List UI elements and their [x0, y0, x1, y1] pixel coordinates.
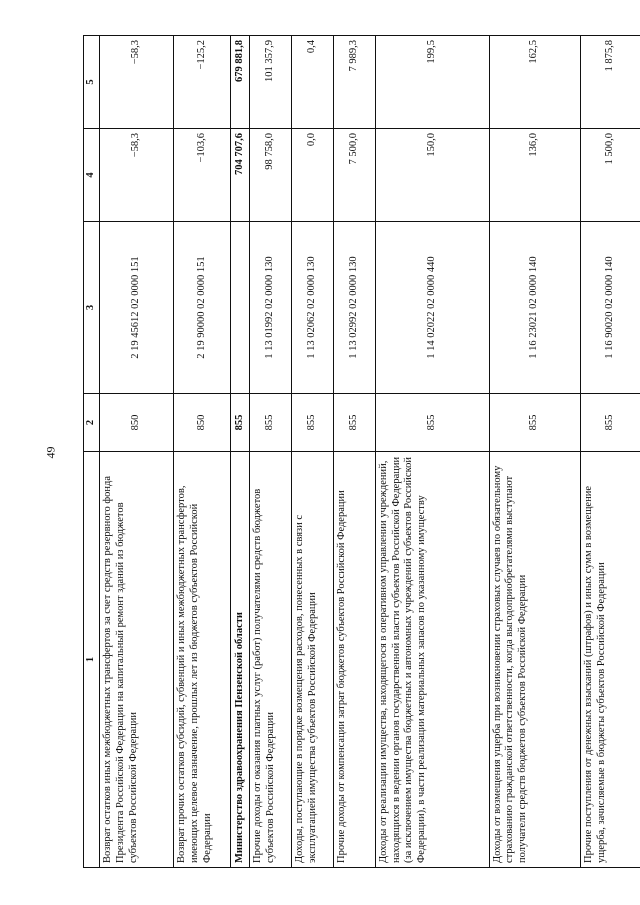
row-admin-code: 855	[580, 394, 640, 452]
row-budget-code: 2 19 45612 02 0000 151	[100, 222, 174, 394]
header-col-4: 4	[84, 129, 100, 222]
table-row-ministry	[231, 36, 250, 868]
row-budget-code: 1 13 02062 02 0000 130	[291, 222, 333, 394]
row-budget-code: 1 16 90020 02 0000 140	[580, 222, 640, 394]
header-col-1: 1	[84, 452, 100, 868]
page-number	[38, 0, 64, 905]
row-name: Возврат остатков иных межбюджетных трансфертов за счет средств резервного фонда Президента Российской Федерации на капитальный ремонт зданий из бюджетов субъектов Российской Федерации	[100, 452, 174, 868]
header-col-2: 2	[84, 394, 100, 452]
table-row	[489, 36, 580, 868]
row-budget-code: 1 16 23021 02 0000 140	[489, 222, 580, 394]
table-row	[333, 36, 375, 868]
table-row	[174, 36, 231, 868]
row-name: Доходы от реализации имущества, находящегося в оперативном управлении учреждений, находящихся в ведении органов государственной власти субъектов Российской Федерации (за исключением имущества бюджетных и автономных учреждений субъектов Российской Федерации), в части реализации материальных запасов по указанному имуществу	[375, 452, 489, 868]
header-col-3: 3	[84, 222, 100, 394]
rotated-table-wrapper	[83, 36, 640, 868]
row-value-5: 7 989,3	[333, 36, 375, 129]
row-value-5: 162,5	[489, 36, 580, 129]
row-name: Доходы от возмещения ущерба при возникновении страховых случаев по обязательному страхованию гражданской ответственности, когда выгодоприобретателями выступают получатели средств бюджетов субъектов Российской Федерации	[489, 452, 580, 868]
row-admin-code: 855	[291, 394, 333, 452]
row-name: Прочие поступления от денежных взысканий (штрафов) и иных сумм в возмещение ущерба, зачисляемые в бюджеты субъектов Российской Федерации	[580, 452, 640, 868]
row-name: Доходы, поступающие в порядке возмещения расходов, понесенных в связи с эксплуатацией имущества субъектов Российской Федерации	[291, 452, 333, 868]
table-row	[580, 36, 640, 868]
table-row	[291, 36, 333, 868]
row-admin-code: 850	[174, 394, 231, 452]
header-col-5: 5	[84, 36, 100, 129]
row-admin-code: 855	[333, 394, 375, 452]
row-value-4: 1 500,0	[580, 129, 640, 222]
row-budget-code: 1 13 01992 02 0000 130	[250, 222, 292, 394]
row-name: Прочие доходы от компенсации затрат бюджетов субъектов Российской Федерации	[333, 452, 375, 868]
row-name: Возврат прочих остатков субсидий, субвенций и иных межбюджетных трансфертов, имеющих целевое назначение, прошлых лет из бюджетов субъектов Российской Федерации	[174, 452, 231, 868]
row-name: Прочие доходы от оказания платных услуг (работ) получателями средств бюджетов субъектов Российской Федерации	[250, 452, 292, 868]
row-name: Министерство здравоохранения Пензенской области	[231, 452, 250, 868]
row-value-4: 0,0	[291, 129, 333, 222]
row-admin-code: 855	[250, 394, 292, 452]
row-value-5: 199,5	[375, 36, 489, 129]
row-budget-code: 1 13 02992 02 0000 130	[333, 222, 375, 394]
row-budget-code: 2 19 90000 02 0000 151	[174, 222, 231, 394]
row-value-4: −103,6	[174, 129, 231, 222]
row-value-4: 150,0	[375, 129, 489, 222]
row-value-4: 704 707,6	[231, 129, 250, 222]
row-value-4: −58,3	[100, 129, 174, 222]
table-header-row	[84, 36, 100, 868]
row-value-5: 679 881,8	[231, 36, 250, 129]
row-budget-code: 1 14 02022 02 0000 440	[375, 222, 489, 394]
row-admin-code: 850	[100, 394, 174, 452]
row-value-4: 7 500,0	[333, 129, 375, 222]
row-value-5: 0,4	[291, 36, 333, 129]
row-value-5: −125,2	[174, 36, 231, 129]
page-number-text: 49	[43, 446, 58, 459]
table-row	[100, 36, 174, 868]
table-row	[250, 36, 292, 868]
row-admin-code: 855	[375, 394, 489, 452]
table-row	[375, 36, 489, 868]
row-admin-code: 855	[231, 394, 250, 452]
row-budget-code	[231, 222, 250, 394]
row-value-5: 101 357,9	[250, 36, 292, 129]
row-value-5: 1 875,8	[580, 36, 640, 129]
row-value-4: 98 758,0	[250, 129, 292, 222]
row-value-4: 136,0	[489, 129, 580, 222]
row-value-5: −58,3	[100, 36, 174, 129]
budget-revenue-table	[83, 35, 640, 868]
row-admin-code: 855	[489, 394, 580, 452]
